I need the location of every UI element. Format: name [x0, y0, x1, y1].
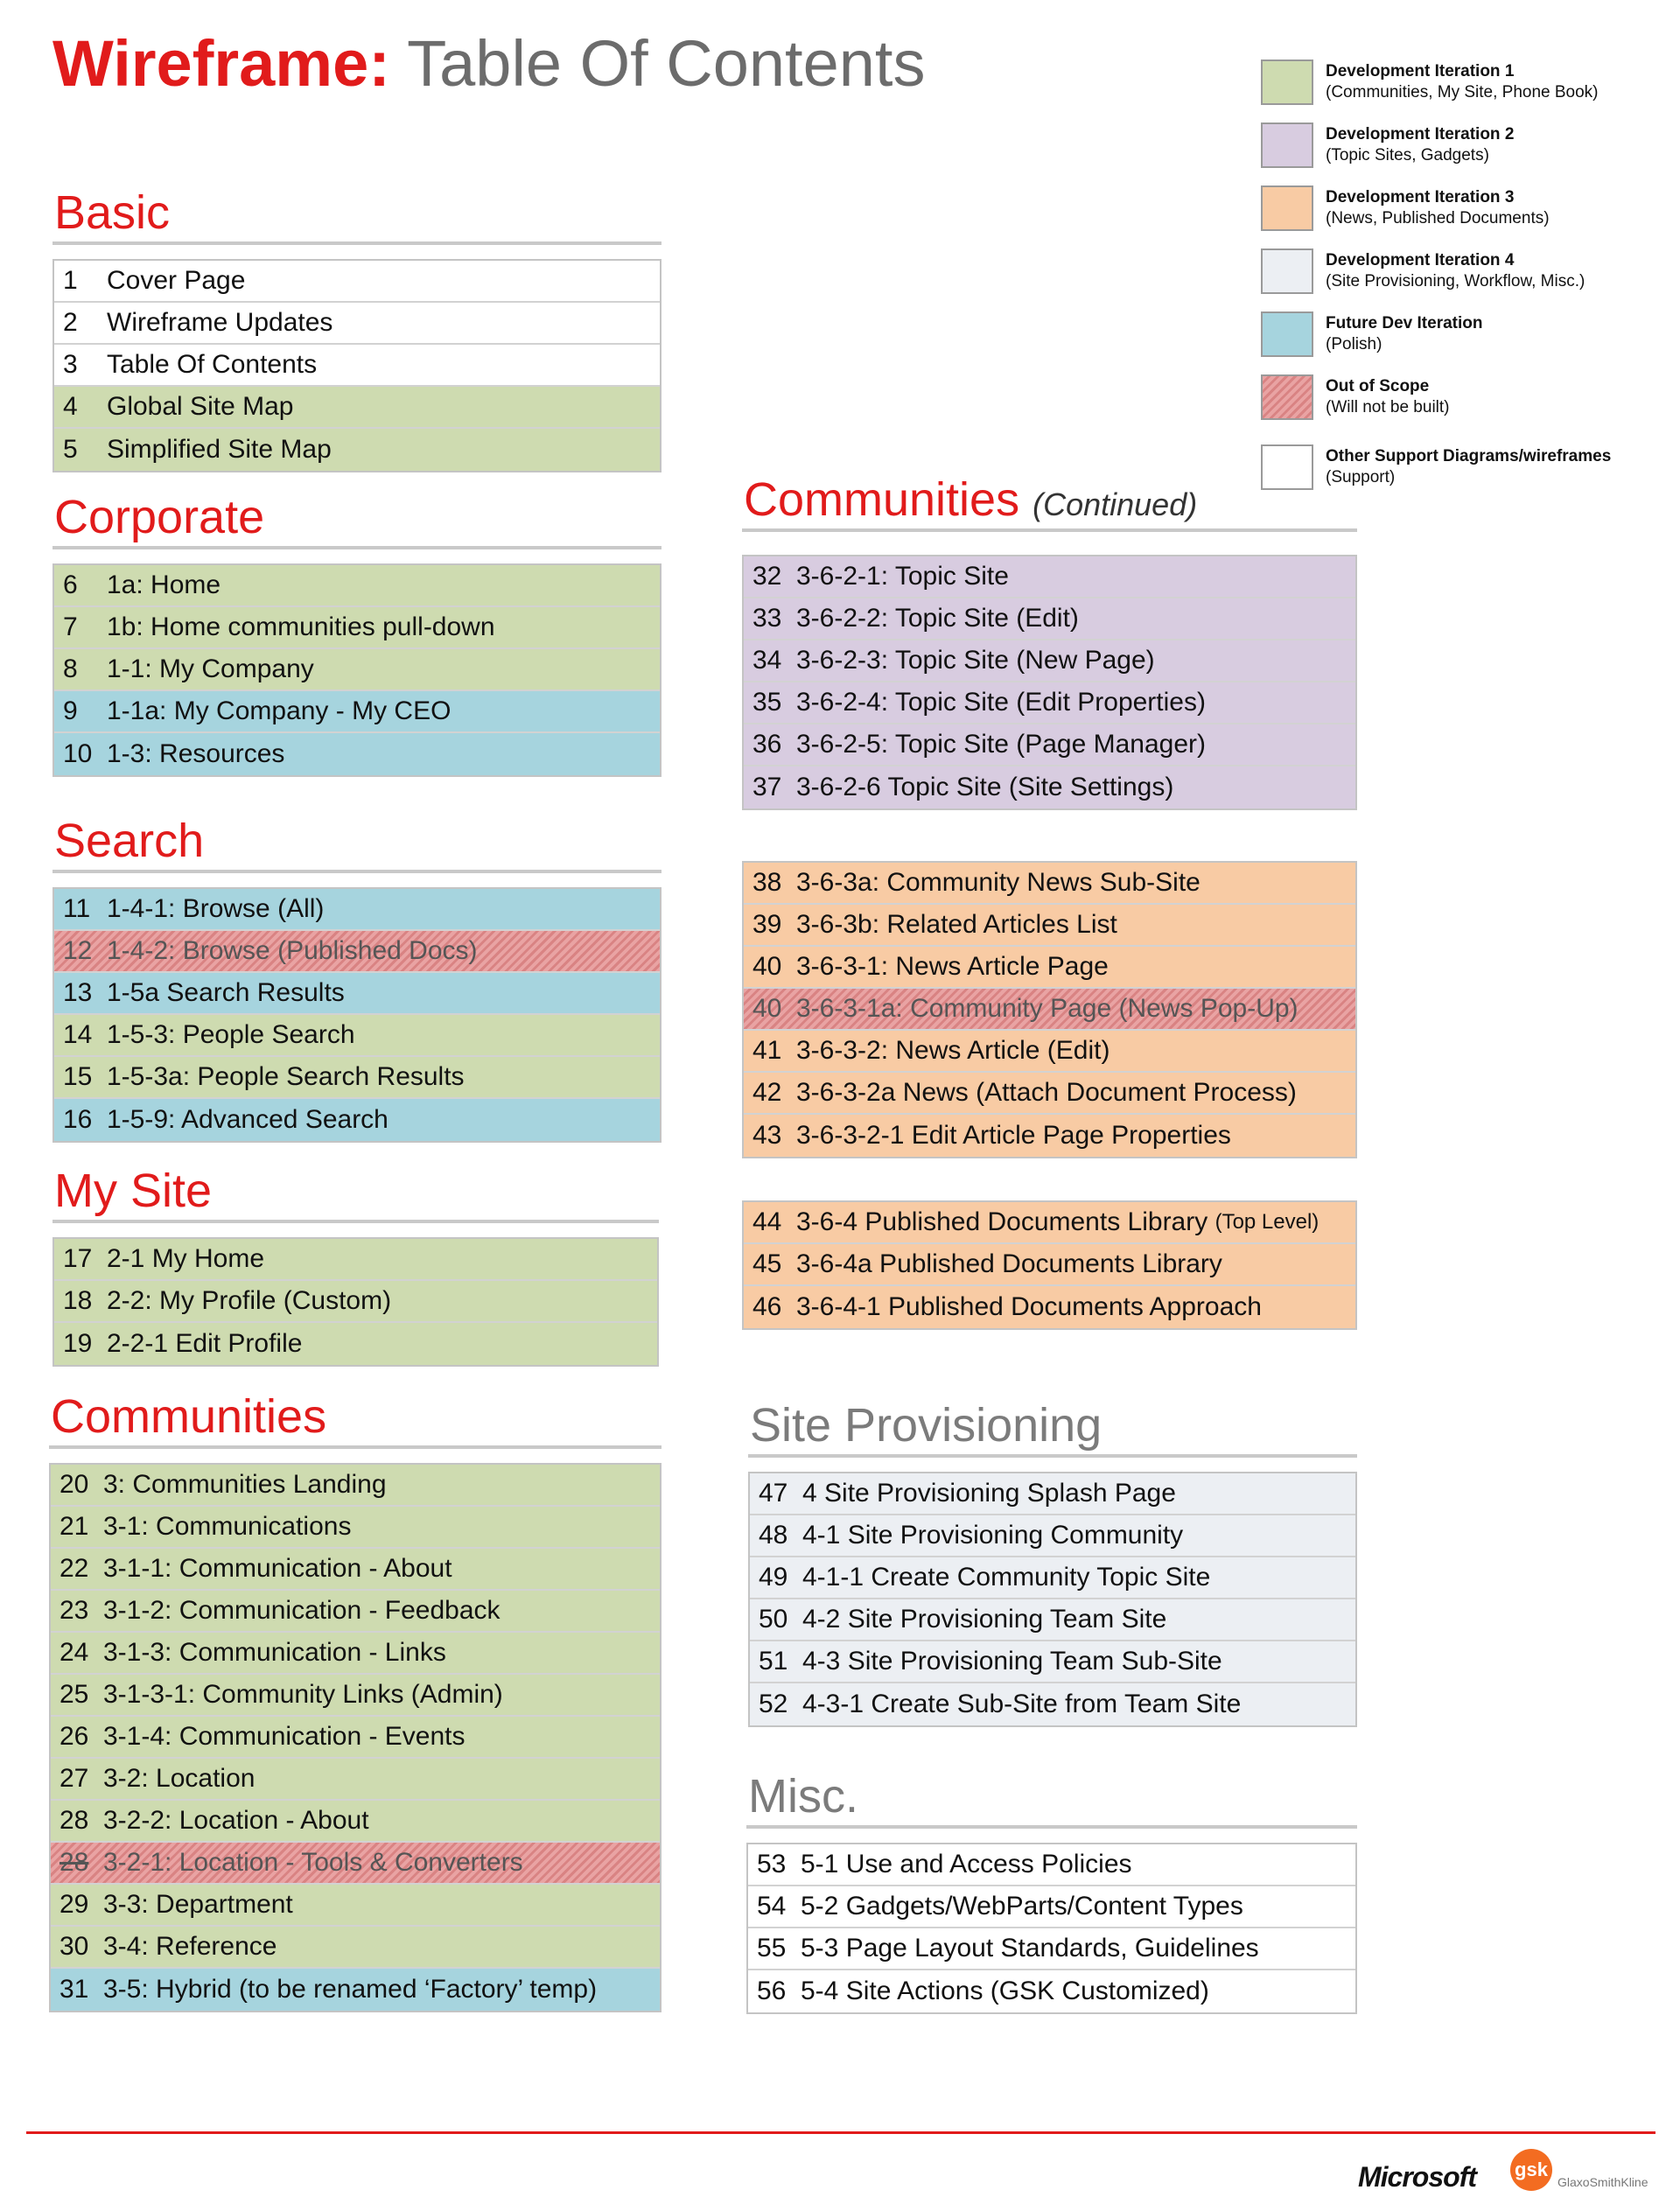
toc-row[interactable]	[54, 733, 660, 775]
row-label: 2-2: My Profile (Custom)	[107, 1286, 392, 1315]
footer-divider	[26, 2131, 1656, 2134]
row-label: Table Of Contents	[107, 350, 318, 379]
row-label: 1-4-2: Browse (Published Docs)	[107, 936, 478, 965]
row-label: 1-5-9: Advanced Search	[107, 1105, 388, 1134]
toc-row[interactable]	[54, 303, 660, 345]
row-number: 41	[752, 1036, 782, 1065]
row-label: 4-3 Site Provisioning Team Sub-Site	[802, 1647, 1222, 1676]
row-label: 3-6-3b: Related Articles List	[796, 910, 1117, 939]
row-label: Simplified Site Map	[107, 435, 332, 464]
row-number: 48	[759, 1521, 788, 1550]
toc-row[interactable]	[54, 429, 660, 471]
toc-row[interactable]	[54, 1239, 657, 1281]
section-title: Site Provisioning	[750, 1399, 1102, 1452]
row-label: 4-3-1 Create Sub-Site from Team Site	[802, 1690, 1242, 1718]
toc-row[interactable]	[51, 1465, 660, 1507]
toc-row[interactable]	[744, 1286, 1355, 1328]
row-number: 45	[752, 1249, 782, 1278]
row-label: 3-5: Hybrid (to be renamed ‘Factory’ temp)	[103, 1975, 598, 2004]
row-label: 1-5-3a: People Search Results	[107, 1062, 465, 1091]
toc-row[interactable]	[744, 1031, 1355, 1073]
toc-row[interactable]	[744, 1115, 1355, 1157]
legend-item-iter1	[1261, 59, 1646, 108]
toc-row[interactable]	[54, 889, 660, 931]
legend-swatch-iter1	[1261, 59, 1313, 105]
row-label: 3-1: Communications	[103, 1512, 352, 1541]
toc-row[interactable]	[54, 649, 660, 691]
row-number: 6	[63, 570, 78, 599]
row-number: 39	[752, 910, 782, 939]
row-label: 1-1: My Company	[107, 654, 314, 683]
toc-row[interactable]	[744, 1073, 1355, 1115]
row-label: 1a: Home	[107, 570, 221, 599]
toc-row[interactable]	[748, 1928, 1355, 1970]
row-label: Wireframe Updates	[107, 308, 333, 337]
toc-row[interactable]	[54, 345, 660, 387]
row-number: 33	[752, 604, 782, 633]
row-label: Cover Page	[107, 266, 246, 295]
row-number: 15	[63, 1062, 93, 1091]
toc-row[interactable]	[51, 1885, 660, 1927]
row-label: 3: Communities Landing	[103, 1470, 387, 1499]
row-label: 3-6-3-2a News (Attach Document Process)	[796, 1078, 1297, 1107]
row-number: 13	[63, 978, 93, 1007]
gsk-logo-text: GlaxoSmithKline	[1558, 2175, 1648, 2189]
toc-row[interactable]	[744, 1202, 1355, 1244]
toc-row[interactable]	[744, 863, 1355, 905]
row-number: 35	[752, 688, 782, 717]
row-label: 4 Site Provisioning Splash Page	[802, 1479, 1176, 1508]
legend-swatch-iter2	[1261, 122, 1313, 168]
page-title-rest: Table Of Contents	[407, 27, 926, 100]
row-number: 36	[752, 730, 782, 759]
row-number: 30	[60, 1932, 89, 1961]
row-number: 47	[759, 1479, 788, 1508]
toc-row[interactable]	[744, 682, 1355, 724]
section-title-main: Communities	[744, 473, 1020, 526]
row-number: 55	[757, 1934, 787, 1963]
legend-item-iter3	[1261, 185, 1646, 234]
row-label: 3-3: Department	[103, 1890, 293, 1919]
row-number: 28	[60, 1848, 89, 1877]
row-label: 5-1 Use and Access Policies	[801, 1850, 1132, 1879]
legend-title: Development Iteration 3	[1326, 188, 1515, 206]
toc-row[interactable]	[54, 387, 660, 429]
row-label: 3-1-3-1: Community Links (Admin)	[103, 1680, 503, 1709]
row-number: 27	[60, 1764, 89, 1793]
legend-desc: (Topic Sites, Gadgets)	[1326, 146, 1489, 164]
row-number: 54	[757, 1892, 787, 1921]
section-title: Basic	[54, 186, 171, 239]
row-label: 1-1a: My Company - My CEO	[107, 696, 452, 725]
section-communities-continued	[742, 464, 1357, 1330]
section-title: Corporate	[54, 491, 265, 543]
legend-desc: (Polish)	[1326, 335, 1382, 353]
toc-row[interactable]	[750, 1557, 1355, 1599]
toc-row[interactable]	[54, 607, 660, 649]
row-label: 2-2-1 Edit Profile	[107, 1329, 303, 1358]
row-label: 3-6-3-2: News Article (Edit)	[796, 1036, 1110, 1065]
row-label: 1-5a Search Results	[107, 978, 345, 1007]
toc-row[interactable]	[54, 1099, 660, 1141]
toc-row-out-of-scope[interactable]	[744, 989, 1355, 1031]
toc-row[interactable]	[748, 1844, 1355, 1886]
toc-list	[52, 259, 662, 472]
toc-list	[742, 861, 1357, 1158]
toc-row[interactable]	[54, 691, 660, 733]
section-my-site	[52, 1155, 659, 1367]
toc-row[interactable]	[51, 1927, 660, 1969]
section-title-continued: (Continued)	[1032, 486, 1198, 522]
row-label: 4-1 Site Provisioning Community	[802, 1521, 1184, 1550]
toc-row[interactable]	[744, 640, 1355, 682]
toc-row[interactable]	[51, 1759, 660, 1801]
section-corporate	[52, 481, 662, 777]
toc-row[interactable]	[51, 1969, 660, 2011]
row-label: 3-1-4: Communication - Events	[103, 1722, 466, 1751]
section-title	[744, 473, 1198, 526]
row-label: 3-2: Location	[103, 1764, 256, 1793]
legend-swatch-out-of-scope	[1261, 374, 1313, 420]
legend-title: Development Iteration 1	[1326, 62, 1515, 80]
row-label: 3-2-1: Location - Tools & Converters	[103, 1848, 523, 1877]
row-number: 1	[63, 266, 78, 295]
toc-row[interactable]	[51, 1801, 660, 1843]
row-number: 8	[63, 654, 78, 683]
row-number: 29	[60, 1890, 89, 1919]
row-label: 3-2-2: Location - About	[103, 1806, 369, 1835]
row-label: 5-3 Page Layout Standards, Guidelines	[801, 1934, 1259, 1963]
row-number: 46	[752, 1292, 782, 1321]
section-title: Search	[54, 815, 205, 867]
row-label: 1-5-3: People Search	[107, 1020, 355, 1049]
toc-row[interactable]	[744, 556, 1355, 598]
legend-title: Future Dev Iteration	[1326, 314, 1483, 332]
legend-item-iter4	[1261, 248, 1646, 297]
toc-list	[742, 555, 1357, 810]
toc-row[interactable]	[51, 1549, 660, 1591]
legend-title: Development Iteration 2	[1326, 125, 1515, 143]
row-number: 38	[752, 868, 782, 897]
row-label: 1-4-1: Browse (All)	[107, 894, 325, 923]
row-number: 21	[60, 1512, 89, 1541]
row-number: 44	[752, 1207, 782, 1236]
row-number: 2	[63, 308, 78, 337]
row-number: 3	[63, 350, 78, 379]
row-number: 23	[60, 1596, 89, 1625]
page-title-bold: Wireframe:	[52, 27, 390, 100]
toc-list	[52, 563, 662, 777]
toc-row[interactable]	[54, 1323, 657, 1365]
legend-title: Other Support Diagrams/wireframes	[1326, 447, 1612, 465]
row-label: 3-1-2: Communication - Feedback	[103, 1596, 500, 1625]
toc-list	[742, 1200, 1357, 1330]
row-number: 18	[63, 1286, 93, 1315]
row-label: 3-6-2-6 Topic Site (Site Settings)	[796, 773, 1174, 801]
row-number: 17	[63, 1244, 93, 1273]
toc-row[interactable]	[748, 1886, 1355, 1928]
row-label: 3-6-2-4: Topic Site (Edit Properties)	[796, 688, 1206, 717]
row-number: 50	[759, 1605, 788, 1634]
toc-row[interactable]	[51, 1591, 660, 1633]
row-label: 5-2 Gadgets/WebParts/Content Types	[801, 1892, 1243, 1921]
toc-row[interactable]	[54, 1281, 657, 1323]
toc-list	[748, 1472, 1357, 1727]
row-label: 5-4 Site Actions (GSK Customized)	[801, 1977, 1209, 2005]
row-label: 3-6-3-1: News Article Page	[796, 952, 1109, 981]
toc-row[interactable]	[744, 905, 1355, 947]
row-number: 5	[63, 435, 78, 464]
legend-desc: (Communities, My Site, Phone Book)	[1326, 83, 1599, 101]
toc-row[interactable]	[744, 1244, 1355, 1286]
row-note: (Top Level)	[1214, 1210, 1320, 1234]
row-number: 37	[752, 773, 782, 801]
section-title: My Site	[54, 1165, 213, 1217]
section-search	[52, 805, 662, 1143]
row-number: 16	[63, 1105, 93, 1134]
row-label: 4-1-1 Create Community Topic Site	[802, 1563, 1211, 1592]
toc-row-out-of-scope[interactable]	[54, 931, 660, 973]
row-number: 19	[63, 1329, 93, 1358]
row-number: 4	[63, 392, 78, 421]
row-number: 24	[60, 1638, 89, 1667]
row-number: 42	[752, 1078, 782, 1107]
section-title: Misc.	[748, 1770, 858, 1823]
row-number: 51	[759, 1647, 788, 1676]
section-title: Communities	[51, 1390, 327, 1443]
row-label: 3-6-2-1: Topic Site	[796, 562, 1009, 591]
toc-row[interactable]	[744, 724, 1355, 766]
toc-row[interactable]	[54, 261, 660, 303]
row-label: 2-1 My Home	[107, 1244, 265, 1273]
row-label: 3-1-1: Communication - About	[103, 1554, 452, 1583]
gsk-logo-icon: gsk	[1510, 2149, 1552, 2191]
legend-title: Development Iteration 4	[1326, 251, 1515, 269]
row-number: 40	[752, 952, 782, 981]
row-label: 3-6-4 Published Documents Library	[796, 1207, 1208, 1236]
row-number: 49	[759, 1563, 788, 1592]
row-number: 43	[752, 1121, 782, 1150]
toc-row[interactable]	[750, 1599, 1355, 1641]
legend-item-future	[1261, 311, 1646, 360]
row-number: 25	[60, 1680, 89, 1709]
row-number: 20	[60, 1470, 89, 1499]
toc-row[interactable]	[54, 1015, 660, 1057]
microsoft-logo: Microsoft	[1358, 2161, 1476, 2193]
toc-row[interactable]	[54, 565, 660, 607]
legend-swatch-iter3	[1261, 185, 1313, 231]
row-label: 3-6-3-2-1 Edit Article Page Properties	[796, 1121, 1231, 1150]
legend-item-out-of-scope	[1261, 374, 1646, 423]
row-label: 1-3: Resources	[107, 739, 285, 768]
toc-row[interactable]	[744, 947, 1355, 989]
row-label: 3-6-4a Published Documents Library	[796, 1249, 1222, 1278]
row-label: 3-1-3: Communication - Links	[103, 1638, 446, 1667]
row-number: 40	[752, 994, 782, 1023]
legend-swatch-future	[1261, 311, 1313, 357]
legend-desc: (Site Provisioning, Workflow, Misc.)	[1326, 272, 1586, 290]
row-number: 52	[759, 1690, 788, 1718]
row-label: 3-4: Reference	[103, 1932, 277, 1961]
toc-row[interactable]	[750, 1683, 1355, 1725]
toc-row-out-of-scope[interactable]	[51, 1843, 660, 1885]
row-label: 4-2 Site Provisioning Team Site	[802, 1605, 1167, 1634]
row-label: 3-6-3-1a: Community Page (News Pop-Up)	[796, 994, 1298, 1023]
row-label: 3-6-3a: Community News Sub-Site	[796, 868, 1200, 897]
row-number: 26	[60, 1722, 89, 1751]
toc-list	[52, 887, 662, 1143]
row-label: 3-6-2-3: Topic Site (New Page)	[796, 646, 1155, 675]
legend-title: Out of Scope	[1326, 377, 1430, 395]
toc-row[interactable]	[744, 598, 1355, 640]
toc-row[interactable]	[748, 1970, 1355, 2012]
toc-row[interactable]	[54, 973, 660, 1015]
legend-desc: (Will not be built)	[1326, 398, 1450, 416]
legend-desc: (News, Published Documents)	[1326, 209, 1550, 227]
legend-swatch-iter4	[1261, 248, 1313, 294]
legend-item-iter2	[1261, 122, 1646, 171]
toc-row[interactable]	[744, 766, 1355, 808]
toc-row[interactable]	[51, 1507, 660, 1549]
row-label: 3-6-2-2: Topic Site (Edit)	[796, 604, 1079, 633]
toc-row[interactable]	[51, 1675, 660, 1717]
row-number: 53	[757, 1850, 787, 1879]
section-communities	[49, 1381, 662, 2012]
row-number: 31	[60, 1975, 89, 2004]
section-basic	[52, 177, 662, 472]
row-number: 9	[63, 696, 78, 725]
toc-row[interactable]	[750, 1515, 1355, 1557]
row-label: Global Site Map	[107, 392, 294, 421]
legend-desc: (Support)	[1326, 468, 1396, 486]
row-label: 1b: Home communities pull-down	[107, 612, 495, 641]
toc-row[interactable]	[750, 1473, 1355, 1515]
row-number: 7	[63, 612, 78, 641]
row-number: 34	[752, 646, 782, 675]
row-number: 22	[60, 1554, 89, 1583]
row-number: 11	[63, 894, 91, 923]
toc-list	[49, 1463, 662, 2012]
toc-list	[52, 1237, 659, 1367]
row-label: 3-6-2-5: Topic Site (Page Manager)	[796, 730, 1207, 759]
row-number: 32	[752, 562, 782, 591]
section-misc	[746, 1760, 1357, 2014]
section-site-provisioning	[748, 1389, 1357, 1727]
row-number: 56	[757, 1977, 787, 2005]
toc-row[interactable]	[51, 1717, 660, 1759]
toc-row[interactable]	[51, 1633, 660, 1675]
row-number: 12	[63, 936, 93, 965]
toc-row[interactable]	[54, 1057, 660, 1099]
row-label: 3-6-4-1 Published Documents Approach	[796, 1292, 1262, 1321]
row-number: 28	[60, 1806, 89, 1835]
toc-row[interactable]	[750, 1641, 1355, 1683]
toc-list	[746, 1843, 1357, 2014]
row-number: 10	[63, 739, 93, 768]
page-title	[52, 27, 926, 100]
row-number: 14	[63, 1020, 93, 1049]
